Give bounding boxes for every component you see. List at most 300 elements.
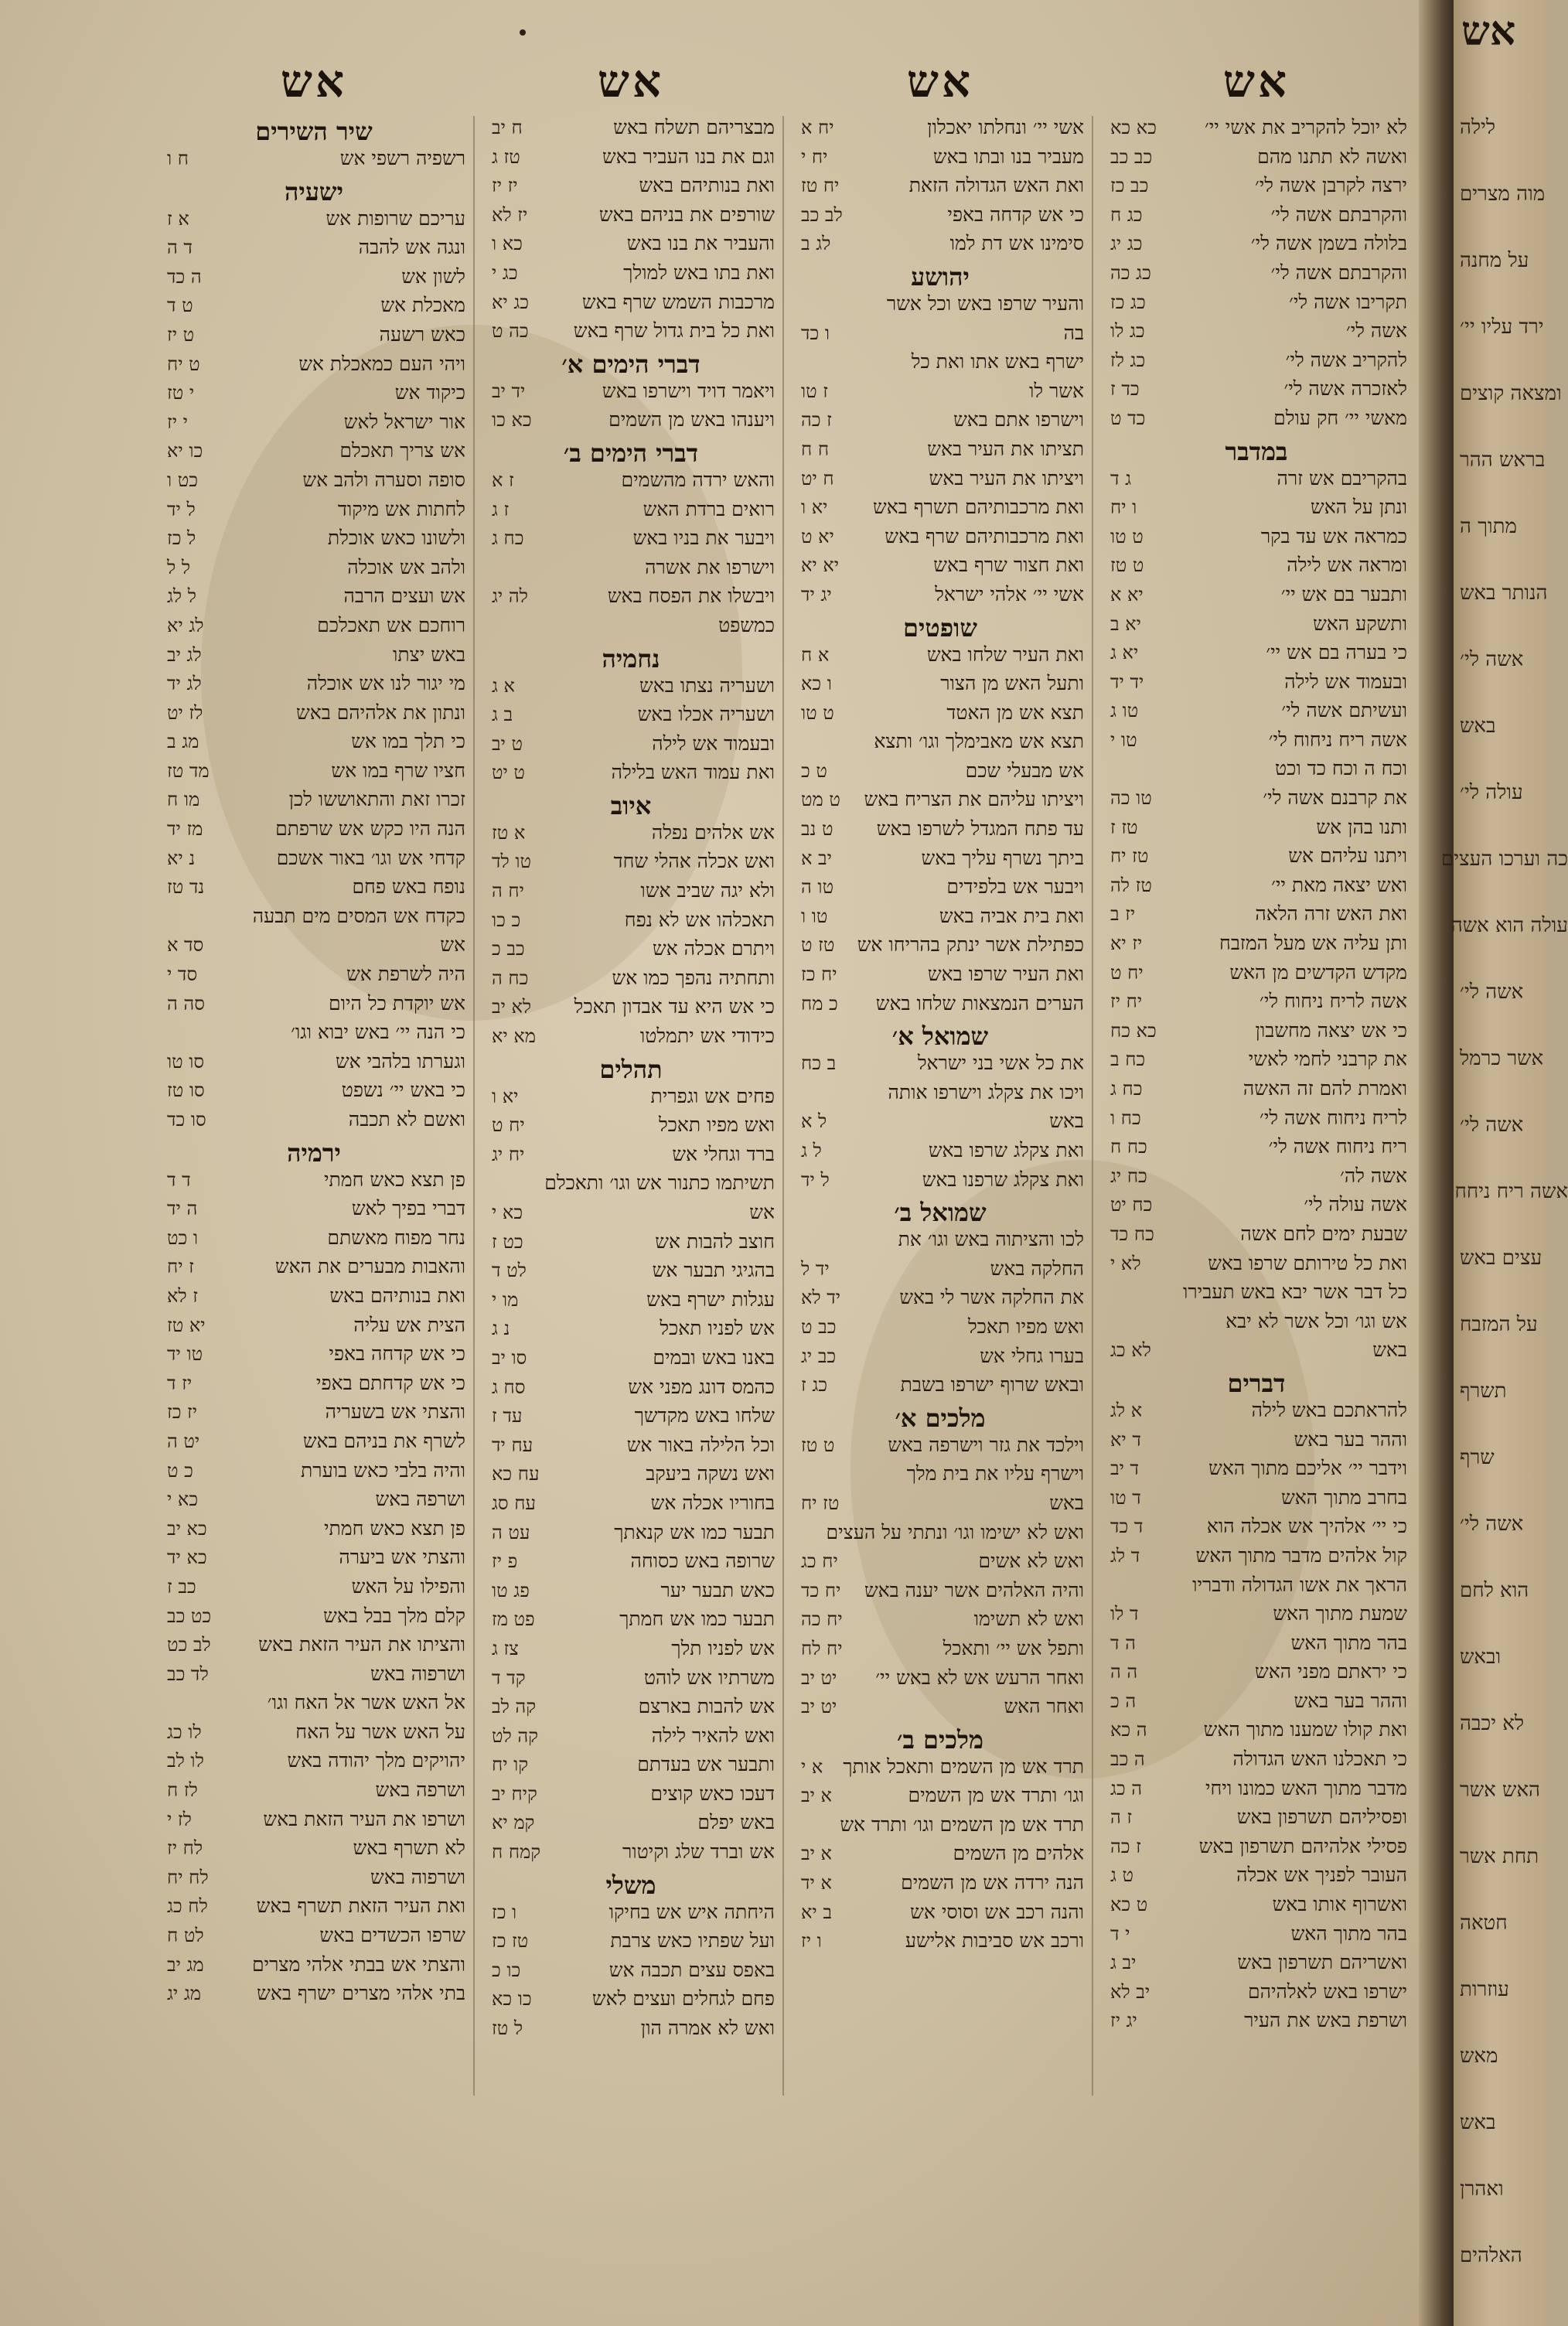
entry-text: נחר מפוח מאשתם: [327, 1226, 465, 1249]
entry-reference: ד טו: [1110, 1486, 1141, 1509]
concordance-entry: [487, 732, 775, 762]
concordance-entry: [487, 1521, 775, 1550]
entry-text: וילכד את גזר וישרפה באש: [888, 1433, 1084, 1456]
entry-text: היחתה איש אש בחיקו: [608, 1900, 775, 1923]
entry-text: והעביר את בנו באש: [626, 232, 775, 255]
concordance-entry: [796, 232, 1084, 261]
column-heading: אש: [1222, 55, 1290, 107]
concordance-entry: [487, 1929, 775, 1959]
entry-text: וכח ה וכח כד וכט: [1275, 757, 1407, 780]
concordance-entry: [796, 525, 1084, 554]
entry-reference: לז ח: [167, 1779, 198, 1802]
entry-text: עד פתח המגדל לשרפו באש: [876, 817, 1084, 841]
entry-reference: יח ט: [492, 1114, 525, 1137]
entry-text: ועשיתם אשה לי׳: [1281, 699, 1407, 722]
concordance-entry: [1106, 525, 1407, 554]
entry-text: תרד אש מן השמים ותאכל אותך: [843, 1755, 1084, 1778]
concordance-entry: [796, 350, 1084, 380]
concordance-entry: [1106, 554, 1407, 583]
entry-text: אש: [440, 933, 465, 957]
entry-text: והיה בלבי כאש בוערת: [301, 1458, 465, 1482]
entry-reference: ט טו: [801, 701, 834, 724]
concordance-entry: [162, 1691, 465, 1721]
concordance-entry: [796, 583, 1084, 612]
book-title: משלי: [605, 1870, 656, 1900]
entry-reference: ו כט: [167, 1226, 198, 1249]
entry-text: פחם לגחלים ועצים לאש: [591, 1987, 775, 2011]
concordance-entry: [1106, 932, 1407, 961]
facing-page-line: שרף: [1460, 1446, 1495, 1469]
concordance-entry: [796, 1755, 1084, 1785]
entry-text: אור ישראל לאש: [343, 410, 465, 433]
entry-text: לא יוכל להקריב את אשי יי׳: [1204, 116, 1407, 138]
entry-text: בערו גחלי אש: [980, 1344, 1084, 1367]
concordance-entry: [487, 674, 775, 704]
entry-text: כי אש יצאה מחשבון: [1255, 1018, 1407, 1042]
entry-reference: ו יז: [801, 1930, 822, 1953]
entry-reference: י ד: [1110, 1922, 1130, 1945]
entry-text: והאבות מבערים את האש: [274, 1255, 465, 1278]
entry-reference: יב לא: [1110, 1980, 1150, 2003]
entry-reference: יא א: [1110, 583, 1144, 605]
entry-reference: כ מח: [801, 992, 838, 1015]
entry-reference: כ ט: [167, 1459, 193, 1482]
concordance-entry: [796, 963, 1084, 992]
entry-reference: כא כח: [1110, 1019, 1157, 1042]
concordance-entry: [162, 1517, 465, 1547]
entry-text: בהגיגי תבער אש: [652, 1259, 775, 1282]
concordance-entry: [162, 730, 465, 759]
entry-reference: לב כב: [801, 203, 843, 226]
entry-reference: כח ה: [492, 967, 529, 989]
entry-reference: ו כז: [492, 1901, 517, 1923]
entry-text: משרתיו אש לוהט: [643, 1666, 775, 1689]
entry-text: והעיר שרפו באש וכל אשר: [886, 292, 1084, 315]
entry-reference: יא ו: [492, 1085, 519, 1107]
entry-reference: כה ט: [492, 320, 529, 343]
entry-text: הראך את אשו הגדולה ודבריו: [1192, 1573, 1407, 1596]
entry-text: פן תצא כאש חמתי: [324, 1516, 465, 1540]
concordance-entry: [162, 614, 465, 643]
column-heading: אש: [597, 55, 665, 107]
concordance-entry: [487, 585, 775, 614]
column-rule: [1092, 116, 1093, 2096]
concordance-entry: [162, 207, 465, 237]
entry-reference: ט יט: [492, 762, 525, 784]
entry-reference: יח כד: [801, 1579, 841, 1601]
entry-text: כי יראתם מפני האש: [1255, 1660, 1407, 1683]
entry-text: ונגה אש להבה: [358, 236, 465, 259]
entry-reference: יח כה: [801, 1608, 843, 1631]
entry-reference: יט יב: [801, 1696, 837, 1718]
concordance-entry: [162, 992, 465, 1021]
entry-reference: קו יח: [492, 1754, 529, 1776]
concordance-entry: [1106, 1165, 1407, 1194]
entry-text: תבער כמו אש חמתך: [619, 1608, 775, 1631]
entry-reference: קה לב: [492, 1696, 537, 1718]
entry-text: ותשקע האש: [1313, 612, 1407, 635]
entry-reference: כג לו: [1110, 320, 1145, 343]
entry-reference: לג ב: [801, 233, 831, 255]
concordance-entry: [487, 1492, 775, 1521]
book-title: מלכים א׳: [895, 1403, 986, 1433]
entry-text: ושרפה באש: [375, 1488, 465, 1511]
entry-reference: יט ה: [167, 1430, 200, 1452]
entry-text: ואת צקלג שרפו באש: [928, 1139, 1084, 1161]
entry-text: ושרפת באש את העיר: [1244, 2009, 1407, 2032]
entry-text: הצית אש עליה: [353, 1313, 465, 1336]
concordance-entry: [487, 1782, 775, 1812]
concordance-entry: [162, 294, 465, 323]
concordance-entry: [796, 817, 1084, 847]
facing-page-line: עצים באש: [1460, 1247, 1542, 1270]
entry-text: כי אש היא עד אבדון תאכל: [574, 995, 775, 1018]
entry-text: ואת בנותיהם באש: [639, 174, 775, 197]
concordance-entry: [796, 496, 1084, 525]
entry-reference: כג כה: [1110, 261, 1151, 284]
entry-reference: סח ג: [492, 1376, 526, 1398]
entry-reference: יא ב: [1110, 612, 1141, 635]
entry-text: ביתך נשרף עליך באש: [921, 846, 1084, 869]
entry-reference: כג לז: [1110, 349, 1146, 371]
entry-reference: א ג: [492, 674, 515, 697]
entry-text: ויהי העם כמאכלת אש: [298, 352, 465, 375]
concordance-entry: [1106, 816, 1407, 845]
entry-text: ואחר הרעש אש לא באש יי׳: [875, 1666, 1084, 1689]
concordance-entry: [796, 1315, 1084, 1345]
entry-text: ונתן על האש: [1311, 496, 1407, 519]
entry-reference: טז יח: [1110, 845, 1149, 868]
concordance-entry: [796, 1373, 1084, 1403]
entry-text: ורכב אש סביבות אלישע: [905, 1929, 1084, 1953]
concordance-entry: [162, 1021, 465, 1050]
concordance-entry: [162, 1050, 465, 1079]
entry-text: ושרפוה באש: [370, 1865, 465, 1888]
concordance-entry: [162, 1314, 465, 1343]
entry-reference: כא יב: [167, 1517, 207, 1540]
entry-reference: מו ח: [167, 789, 200, 811]
entry-reference: טו י: [1110, 728, 1137, 751]
entry-reference: יח י: [801, 145, 828, 168]
entry-reference: כג יג: [1110, 233, 1143, 255]
entry-text: כמשפט: [718, 613, 775, 636]
entry-text: תקריבו אשה לי׳: [1289, 290, 1407, 313]
entry-text: אש צריך תאכלם: [339, 439, 465, 462]
entry-text: ולהב אש אוכלה: [347, 555, 465, 578]
concordance-entry: [796, 643, 1084, 673]
entry-text: כמראה אש עד בקר: [1260, 524, 1407, 547]
facing-page-line: באש: [1460, 715, 1496, 738]
concordance-entry: [487, 1840, 775, 1870]
concordance-entry: [162, 1837, 465, 1866]
entry-text: ואת בנותיהם באש: [329, 1284, 465, 1307]
concordance-entry: [1106, 377, 1407, 407]
entry-reference: ח יב: [492, 117, 523, 138]
concordance-entry: [1106, 1893, 1407, 1922]
concordance-entry: [487, 703, 775, 732]
entry-text: לשון אש: [401, 264, 465, 288]
facing-page-line: תחת אשר: [1460, 1845, 1539, 1868]
concordance-entry: [162, 1546, 465, 1575]
entry-reference: כג יא: [492, 291, 529, 313]
entry-text: בהר מתוך האש: [1290, 1922, 1407, 1945]
concordance-entry: [487, 116, 775, 145]
entry-text: ואת עמוד האש בלילה: [611, 761, 775, 784]
entry-reference: ה ד: [1110, 1632, 1136, 1654]
entry-text: ואת העיר שלחו באש: [926, 643, 1084, 666]
entry-text: וישרף עליו את בית מלך: [906, 1462, 1084, 1485]
entry-reference: ד יב: [1110, 1458, 1140, 1480]
entry-reference: לג יד: [167, 673, 202, 695]
entry-reference: לג יב: [167, 643, 202, 666]
entry-text: ושעריה נצתו באש: [639, 674, 775, 697]
entry-text: וגו׳ ותרד אש מן השמים: [908, 1784, 1084, 1807]
concordance-entry: [1106, 1077, 1407, 1107]
entry-text: חוצב להבות אש: [655, 1230, 775, 1253]
concordance-entry: [162, 817, 465, 847]
concordance-entry: [1106, 174, 1407, 203]
entry-reference: ד ה: [167, 237, 193, 259]
entry-reference: כט ז: [492, 1230, 523, 1253]
entry-reference: לב כט: [167, 1634, 211, 1656]
entry-text: כי בערה בם אש יי׳: [1266, 641, 1407, 664]
concordance-entry: [162, 1575, 465, 1605]
entry-text: ואש יצאה מאת יי׳: [1271, 873, 1407, 896]
entry-text: ואש אכלה אהלי שחד: [613, 850, 775, 873]
entry-text: אש יוקדת כל היום: [329, 991, 465, 1015]
concordance-entry: [162, 643, 465, 673]
entry-text: תצא אש מן האטד: [946, 701, 1084, 724]
entry-text: כי יי׳ אלהיך אש אכלה הוא: [1206, 1515, 1407, 1538]
concordance-entry: [1106, 1864, 1407, 1893]
entry-reference: ה כד: [167, 265, 202, 288]
concordance-entry: [796, 933, 1084, 963]
entry-text: כהמס דונג מפני אש: [628, 1375, 775, 1398]
concordance-entry: [162, 1721, 465, 1750]
entry-text: ויתרם אכלה אש: [653, 937, 775, 960]
facing-page-heading: אש: [1461, 8, 1516, 55]
entry-reference: כב ט: [801, 1315, 837, 1338]
concordance-entry: [1106, 261, 1407, 291]
entry-text: תאכלהו אש לא נפח: [624, 908, 775, 931]
entry-text: ונתון את אלהיהם באש: [296, 701, 465, 724]
entry-reference: כא ו: [492, 233, 523, 255]
entry-reference: ל יד: [167, 498, 196, 520]
entry-text: נופח באש פחם: [352, 875, 465, 899]
concordance-entry: [487, 1434, 775, 1463]
entry-reference: יז ד: [167, 1372, 193, 1394]
entry-text: ואת בתו באש למולך: [623, 261, 775, 284]
entry-text: והיה האלהים אשר יענה באש: [864, 1578, 1084, 1601]
book-title: תהלים: [599, 1054, 663, 1084]
column-4: [162, 46, 465, 2103]
entry-reference: לו כג: [167, 1721, 202, 1743]
concordance-entry: [1106, 203, 1407, 233]
entry-reference: ט טו: [1110, 525, 1144, 547]
entry-reference: לא י: [1110, 1252, 1141, 1274]
entry-text: ואש לא אשים: [978, 1550, 1084, 1573]
concordance-entry: [162, 265, 465, 295]
entry-reference: נ ג: [492, 1318, 510, 1340]
entry-text: ואש מפיו תאכל: [658, 1114, 775, 1137]
entry-reference: ל א: [801, 1110, 827, 1133]
entry-reference: יח יז: [1110, 991, 1143, 1013]
entry-reference: כח ב: [1110, 1049, 1146, 1071]
entry-text: לא תשרף באש: [353, 1837, 465, 1860]
entry-reference: טו יד: [167, 1343, 203, 1366]
entry-reference: עח סג: [492, 1492, 536, 1514]
entry-reference: ב ג: [492, 704, 513, 726]
entry-text: את כל אשי בני ישראל: [917, 1052, 1084, 1075]
concordance-entry: [487, 232, 775, 261]
entry-reference: יא ג: [1110, 642, 1139, 664]
concordance-entry: [1106, 1574, 1407, 1603]
concordance-entry: [162, 905, 465, 934]
concordance-entry: [487, 174, 775, 203]
entry-reference: טו כה: [1110, 787, 1152, 810]
concordance-entry: [487, 1901, 775, 1930]
entry-text: אשה עולה לי׳: [1304, 1193, 1407, 1216]
entry-text: ואת בית אביה באש: [939, 904, 1084, 927]
facing-page-line: על מחנה: [1460, 249, 1529, 272]
entry-text: דעכו כאש קוצים: [650, 1782, 775, 1805]
concordance-entry: [1106, 496, 1407, 525]
entry-text: והצתי אש בבתי אלהי מצרים: [251, 1953, 465, 1976]
concordance-entry: [1106, 407, 1407, 436]
concordance-entry: [1106, 1632, 1407, 1661]
entry-text: ויבער את בניו באש: [632, 527, 775, 550]
entry-text: הערים הנמצאות שלחו באש: [875, 991, 1084, 1015]
entry-text: ואת כל בית גדול שרף באש: [573, 319, 775, 343]
concordance-entry: [796, 1286, 1084, 1315]
entry-reference: ז א: [492, 469, 514, 491]
entry-reference: קה לט: [492, 1724, 538, 1747]
entry-reference: טז כז: [492, 1930, 529, 1953]
entry-reference: ז כה: [801, 409, 832, 431]
entry-text: אש: [749, 1201, 775, 1223]
entry-text: כי תלך במו אש: [351, 730, 465, 753]
concordance-entry: [487, 261, 775, 291]
entry-reference: כג כז: [1110, 291, 1146, 313]
concordance-entry: [162, 672, 465, 701]
facing-page-line: אשה לי׳: [1460, 1114, 1524, 1137]
entry-text: כי אש קדחה באפי: [329, 1342, 465, 1366]
concordance-entry: [1106, 349, 1407, 378]
entry-text: כי אש קדחתם באפי: [315, 1371, 465, 1394]
concordance-entry: [162, 1953, 465, 1983]
concordance-entry: [1106, 1281, 1407, 1310]
entry-text: ואת העיר הזאת תשרף באש: [256, 1895, 465, 1918]
entry-text: מבצריהם תשלח באש: [613, 116, 775, 138]
entry-text: ותבער אש בעדתם: [637, 1753, 775, 1776]
entry-text: שרופה באש כסוחה: [630, 1550, 775, 1573]
entry-reference: ד לו: [1110, 1603, 1139, 1625]
concordance-entry: [487, 850, 775, 879]
entry-reference: כח כד: [1110, 1223, 1154, 1245]
concordance-entry: [1106, 1339, 1407, 1368]
entry-text: והנה רכב אש וסוסי אש: [910, 1900, 1084, 1923]
entry-text: בה: [1063, 321, 1084, 344]
entry-text: העובר לפניך אש אכלה: [1236, 1864, 1407, 1887]
entry-text: כיקוד אש: [394, 381, 465, 404]
book-title: דברים: [1227, 1368, 1286, 1398]
entry-reference: ט ד: [167, 295, 193, 317]
concordance-entry: [796, 1637, 1084, 1666]
concordance-entry: [162, 147, 465, 176]
entry-text: תשיתמו כתנור אש וגו׳ ותאכלם: [544, 1172, 775, 1195]
facing-page-line: הנותר באש: [1460, 582, 1548, 605]
book-title: דברי הימים ב׳: [563, 438, 699, 468]
concordance-entry: [796, 1228, 1084, 1257]
entry-text: ברד וגחלי אש: [672, 1142, 775, 1165]
concordance-entry: [1106, 786, 1407, 816]
concordance-entry: [487, 937, 775, 967]
concordance-entry: [162, 1400, 465, 1430]
facing-page-line: ומצאה קוצים: [1460, 382, 1562, 405]
entry-text: כקדח אש המסים מים תבעה: [252, 904, 465, 927]
concordance-entry: [487, 967, 775, 996]
entry-text: והציתו את העיר הזאת באש: [258, 1633, 465, 1656]
concordance-entry: [796, 145, 1084, 175]
concordance-entry: [796, 847, 1084, 876]
entry-text: באש יפלם: [697, 1811, 775, 1834]
entry-reference: ט יב: [492, 732, 523, 755]
concordance-entry: [162, 1749, 465, 1779]
concordance-entry: [796, 1608, 1084, 1637]
entry-reference: פ יז: [492, 1550, 518, 1573]
entry-reference: כו כא: [492, 1988, 532, 2011]
concordance-entry: [1106, 232, 1407, 261]
facing-page-line: חטאה: [1460, 1912, 1508, 1935]
facing-page-line: על המזבח: [1460, 1313, 1538, 1336]
entry-reference: ח יט: [801, 467, 834, 489]
entry-text: באש: [1049, 1110, 1084, 1133]
entry-reference: לג יא: [167, 614, 204, 636]
concordance-entry: [796, 788, 1084, 817]
entry-reference: יא יא: [801, 554, 840, 577]
entry-reference: יד יב: [492, 380, 526, 402]
entry-reference: לא יב: [492, 996, 532, 1018]
entry-reference: פט מז: [492, 1608, 535, 1631]
concordance-entry: [162, 1284, 465, 1314]
concordance-entry: [1106, 757, 1407, 786]
entry-reference: כו יא: [167, 440, 203, 462]
entry-reference: כב ז: [167, 1575, 196, 1598]
entry-text: את קרבנם אשה לי׳: [1263, 786, 1407, 810]
book-title: ירמיה: [287, 1137, 341, 1168]
concordance-entry: [796, 759, 1084, 789]
entry-reference: כא י: [492, 1202, 523, 1223]
entry-reference: א יד: [801, 1872, 832, 1895]
concordance-entry: [162, 1108, 465, 1137]
entry-reference: כט ו: [167, 469, 198, 491]
entry-reference: ז לא: [167, 1284, 198, 1307]
entry-reference: כא י: [167, 1489, 199, 1511]
entry-text: והקרבתם אשה לי׳: [1270, 261, 1407, 284]
concordance-entry: [162, 469, 465, 498]
concordance-entry: [796, 1784, 1084, 1813]
entry-text: רשפיה רשפי אש: [339, 147, 465, 169]
entry-text: כי תאכלנו האש הגדולה: [1232, 1748, 1407, 1771]
entry-reference: כב כ: [492, 938, 525, 960]
entry-reference: טז יח: [801, 1492, 840, 1514]
concordance-entry: [162, 1372, 465, 1401]
entry-text: מקדש הקדשים מן האש: [1229, 960, 1407, 984]
entry-text: ואת מרכבותיהם תשרף באש: [873, 496, 1084, 519]
facing-page-line: עולה לי׳: [1460, 781, 1523, 804]
concordance-entry: [487, 1608, 775, 1637]
entry-text: ואת מרכבותיהם שרף באש: [885, 524, 1084, 547]
